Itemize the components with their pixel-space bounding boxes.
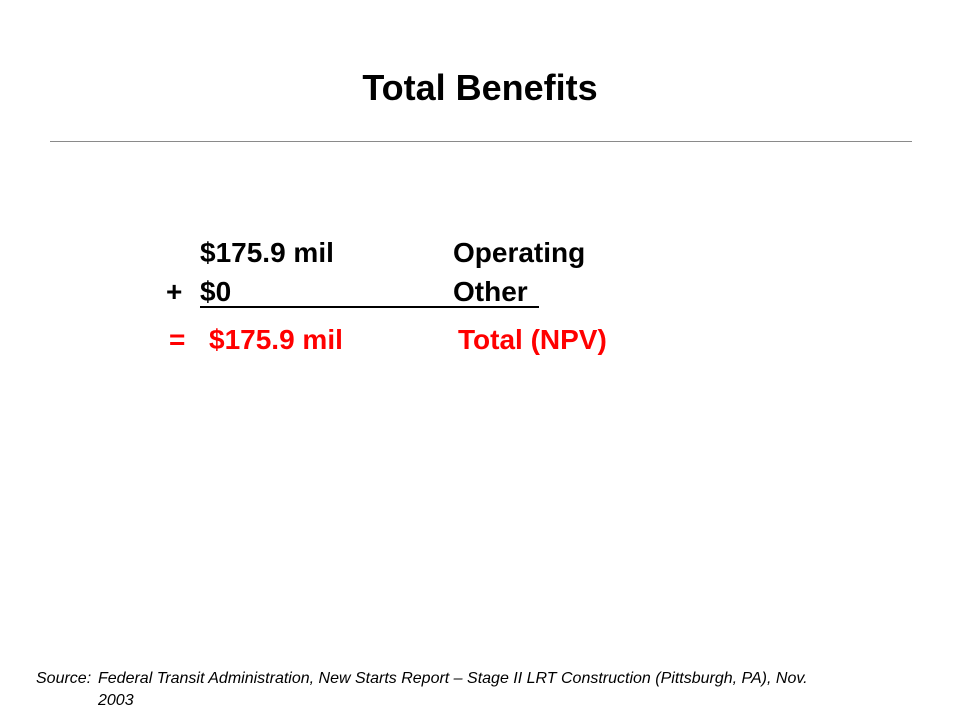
other-label: Other [453,276,528,307]
total-amount: $175.9 mil [209,324,343,355]
slide-title: Total Benefits [362,67,598,108]
equals-operator: = [169,324,186,355]
source-text-line2: 2003 [98,692,134,709]
other-amount: $0 [200,276,232,307]
title-divider [50,141,912,142]
source-label: Source: [36,670,92,687]
total-label: Total (NPV) [458,324,607,355]
source-text-line1: Federal Transit Administration, New Starts Report – Stage II LRT Construction (Pittsburgh, PA), Nov. [98,670,808,687]
sum-underline [200,306,539,308]
source-citation [36,668,936,712]
plus-operator: + [166,276,183,307]
operating-amount: $175.9 mil [200,237,334,268]
operating-label: Operating [453,237,586,268]
